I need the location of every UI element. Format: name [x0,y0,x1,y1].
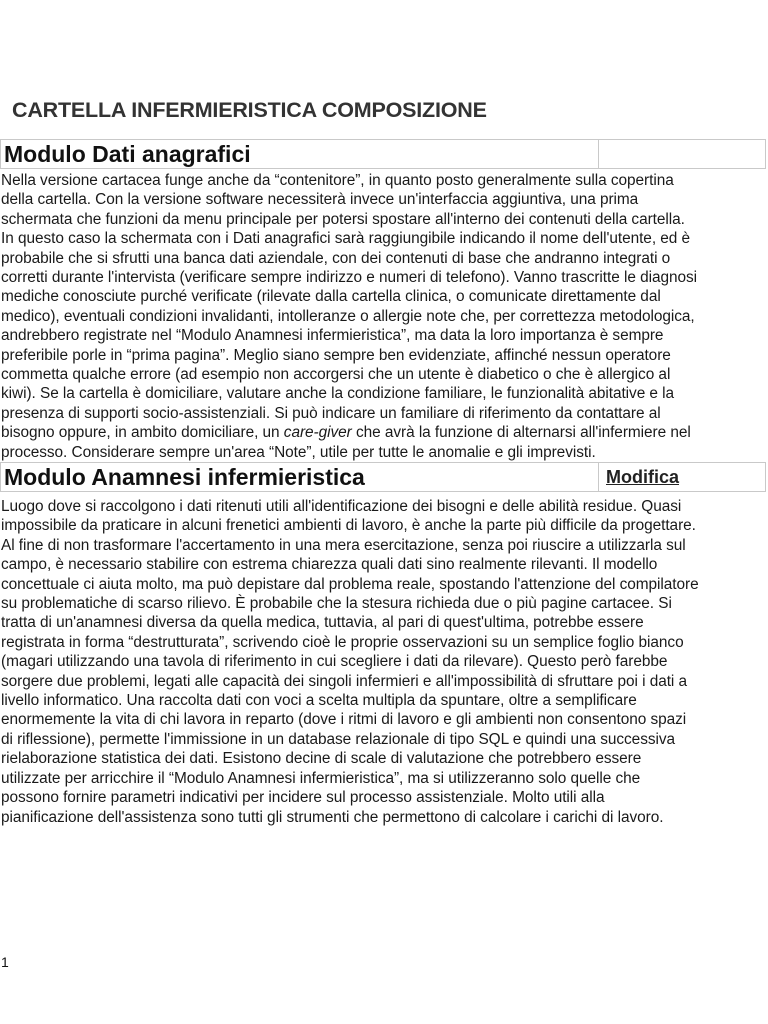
body-line: andrebbero registrate nel “Modulo Anamnesi infermieristica”, ma data la loro importanza è sempre [1,327,664,345]
body-line: preferibile porle in “prima pagina”. Meglio siano sempre ben evidenziate, affinché nessun operatore [1,346,671,364]
body-line-last: processo. Considerare sempre un'area “Note”, utile per tutte le anomalie e gli imprevisti. [1,443,596,461]
body-line: campo, è necessario stabilire con estrema chiarezza quali dati sino realmente rilevanti. Il modello [1,556,658,574]
body-line: probabile che si sfrutti una banca dati aziendale, con dei contenuti di base che andranno integrati o [1,249,671,267]
body-line: concettuale ci aiuta molto, ma può depistare dal problema reale, spostando l'attenzione del compilatore [1,575,699,593]
section-heading: Modulo Anamnesi infermieristica [1,463,599,491]
body-line-last: bisogno oppure, in ambito domiciliare, un care-giver che avrà la funzione di alternarsi all'infermiere nel [1,424,691,442]
body-line: possono fornire parametri indicativi per incidere sul processo assistenziale. Molto utili alla [1,789,605,807]
body-line: presenza di supporti socio-assistenziali. Si può indicare un familiare di riferimento da contattare al [1,404,661,422]
body-line: sorgere due problemi, legati alle capacità dei singoli infermieri e all'impossibilità di sfruttare poi i dati a [1,672,688,690]
body-line: In questo caso la schermata con i Dati anagrafici sarà raggiungibile indicando il nome dell'utente, ed è [1,230,691,248]
body-line: mediche conosciute purché verificate (rilevate dalla cartella clinica, o comunicate direttamente dal [1,288,661,306]
body-line: registrata in forma “destrutturata”, scrivendo cioè le proprie osservazioni su un semplice foglio bianco [1,633,684,651]
italic-term: care-giver [283,424,352,442]
section-body-dati-anagrafici [1,171,767,462]
body-line: di riflessione), permette l'immissione in un database relazionale di tipo SQL e quindi una successiva [1,730,676,748]
body-line: corretti durante l'intervista (verificare sempre indirizzo e numeri di telefono). Vanno trascritte le diagnosi [1,269,698,287]
body-line: pianificazione dell'assistenza sono tutti gli strumenti che permettono di calcolare i carichi di lavoro. [1,808,664,826]
section-action-cell [599,463,765,491]
modifica-link[interactable]: Modifica [606,467,680,487]
section-header-anamnesi [0,462,766,492]
body-line: schermata che funzioni da menu principale per potersi spostare all'interno dei contenuti della cartella. [1,210,685,228]
section-heading: Modulo Dati anagrafici [1,140,599,168]
section-body-anamnesi [1,497,767,827]
body-line: su problematiche di scarso rilievo. È probabile che la stesura richieda due o più pagine cartacee. Si [1,595,672,613]
body-line: livello informatico. Una raccolta dati con voci a scelta multipla da spuntare, oltre a semplificare [1,692,637,710]
body-line: utilizzate per arricchire il “Modulo Anamnesi infermieristica”, ma si utilizzeranno solo quelle che [1,769,641,787]
page-title: CARTELLA INFERMIERISTICA COMPOSIZIONE [12,98,487,122]
body-line: impossibile da praticare in alcuni frenetici ambienti di lavoro, è anche la parte più difficile da progettare. [1,517,696,535]
section-action-cell [599,140,765,168]
section-header-dati-anagrafici [0,139,766,169]
body-line: della cartella. Con la versione software necessiterà invece un'interfaccia aggiuntiva, una prima [1,191,639,209]
body-line: rielaborazione statistica dei dati. Esistono decine di scale di valutazione che potrebbero essere [1,750,642,768]
body-line: medico), eventuali condizioni invalidanti, intolleranze o allergie note che, per correttezza metodologica, [1,307,695,325]
body-line: commetta qualche errore (ad esempio non accorgersi che un utente è diabetico o che è allergico al [1,366,671,384]
body-line: Luogo dove si raccolgono i dati ritenuti utili all'identificazione dei bisogni e delle abilità residue. Quasi [1,498,682,515]
body-line: tratta di un'anamnesi diversa da quella medica, tuttavia, al pari di quest'ultima, potrebbe essere [1,614,644,632]
body-line: (magari utilizzando una tavola di riferimento in cui scegliere i dati da rilevare). Questo però farebbe [1,653,668,671]
page-number: 1 [1,954,9,970]
body-line: Nella versione cartacea funge anche da “contenitore”, in quanto posto generalmente sulla copertina [1,172,674,189]
body-line: kiwi). Se la cartella è domiciliare, valutare anche la condizione familiare, le funzionalità abitative e la [1,385,675,403]
body-line: Al fine di non trasformare l'accertamento in una mera esercitazione, senza poi riuscire a utilizzarla sul [1,536,686,554]
body-line: enormemente la vita di chi lavora in reparto (dove i ritmi di lavoro e gli ambienti non consentono spazi [1,711,687,729]
